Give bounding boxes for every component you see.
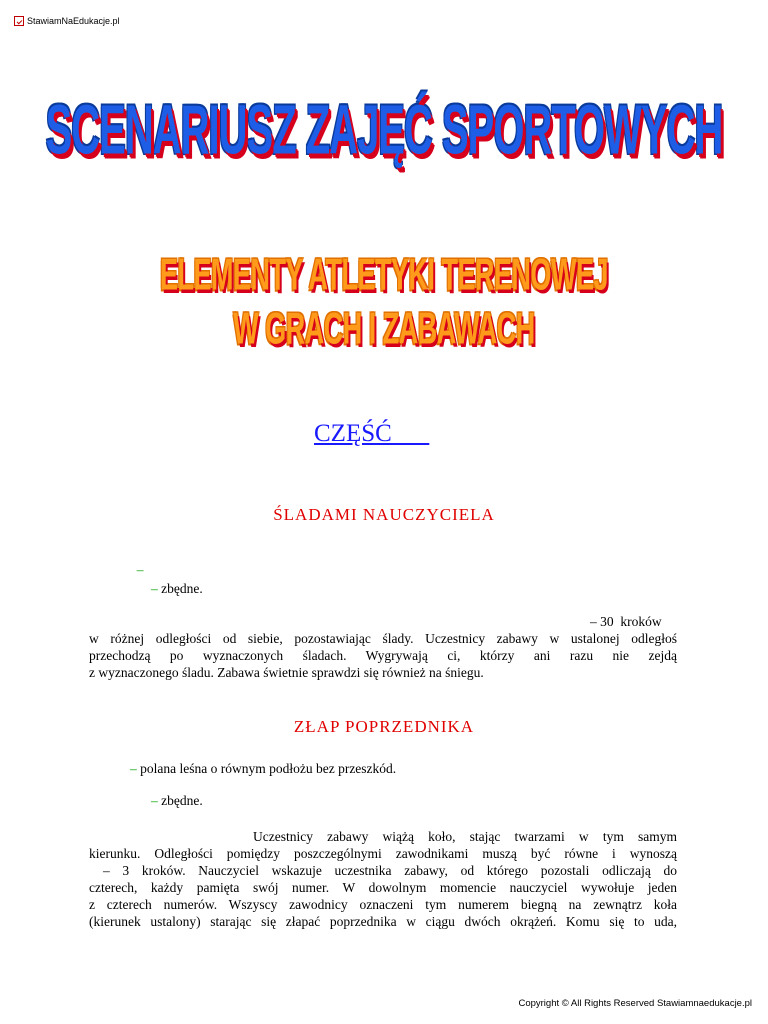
site-logo[interactable]	[14, 16, 120, 26]
paragraph-row: przechodzą po wyznaczonych śladach. Wygrywają ci, którzy ani razu nie zejdą	[89, 648, 677, 663]
paragraph-row: z czterech numerów. Wszyscy zawodnicy oznaczeni tym numerem biegną na zewnątrz koła	[89, 897, 677, 912]
paragraph-row: z wyznaczonego śladu. Zabawa świetnie sprawdzi się również na śniegu.	[89, 665, 484, 680]
paragraph-row: (kierunek ustalony) starając się złapać poprzednika w ciągu dwóch okrążeń. Komu się to uda,	[89, 914, 677, 929]
section1-para-row-1: – 30 kroków	[590, 614, 662, 629]
subtitle-line-1: ELEMENTY ATLETYKI TERENOWEJ	[159, 250, 609, 300]
paragraph-row: Uczestnicy zabawy wiążą koło, stając twarzami w tym samym	[253, 829, 677, 844]
section1-paragraph	[89, 630, 677, 681]
section-title-zlap: ZŁAP POPRZEDNIKA	[293, 717, 475, 736]
section2-line-1	[130, 761, 396, 777]
section2-paragraph	[89, 828, 677, 930]
part-heading: CZĘŚĆ	[314, 420, 430, 447]
section1-line-1	[130, 546, 144, 578]
dash-marker: –	[130, 761, 137, 776]
main-title: SCENARIUSZ ZAJĘĆ SPORTOWYCH	[45, 92, 723, 169]
section1-line-2	[151, 581, 203, 597]
line-text: zbędne.	[157, 581, 203, 596]
logo-check-icon	[14, 16, 24, 26]
section-title-sladami: ŚLADAMI NAUCZYCIELA	[273, 505, 495, 524]
logo-text: StawiamNaEdukacje.pl	[27, 16, 120, 26]
line-text: zbędne.	[157, 793, 203, 808]
paragraph-row: w różnej odległości od siebie, pozostawiając ślady. Uczestnicy zabawy w ustalonej odległoś	[89, 631, 677, 646]
paragraph-row: czterech, każdy pamięta swój numer. W dowolnym momencie nauczyciel wywołuje jeden	[89, 880, 677, 895]
paragraph-row: kierunku. Odległości pomiędzy poszczególnymi zawodnikami muszą być równe i wynoszą	[89, 846, 677, 861]
dash-marker: –	[151, 793, 158, 808]
dash-marker: –	[136, 562, 144, 577]
paragraph-row: – 3 kroków. Nauczyciel wskazuje uczestnika zabawy, od którego pozostali odliczają do	[103, 863, 677, 878]
copyright-footer: Copyright © All Rights Reserved Stawiamnaedukacje.pl	[518, 998, 752, 1009]
dash-marker: –	[151, 581, 158, 596]
subtitle-line-2: W GRACH I ZABAWACH	[233, 304, 535, 354]
line-text: polana leśna o równym podłożu bez przeszkód.	[136, 761, 397, 776]
section2-line-2	[151, 793, 203, 809]
